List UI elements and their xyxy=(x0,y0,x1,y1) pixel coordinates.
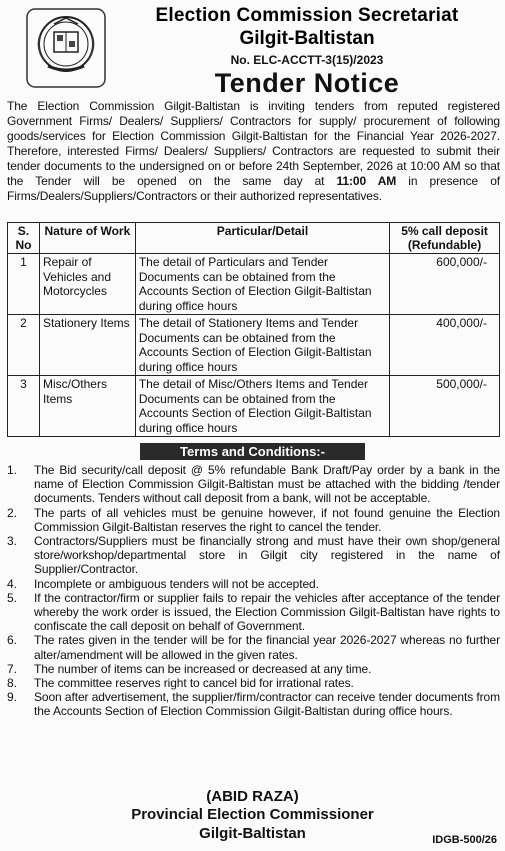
term-text: The committee reserves right to cancel bid for irrational rates. xyxy=(34,676,354,691)
signatory-designation: Provincial Election Commissioner xyxy=(131,806,374,823)
row-sno: 3 xyxy=(8,376,40,437)
row-work: Misc/Others Items xyxy=(39,376,135,437)
notice-title: Tender Notice xyxy=(214,68,400,98)
term-text: Contractors/Suppliers must be financially strong and must have their own shop/general store/workshop/departmental store in Gilgit city registered in the name of Supplier/Contractor. xyxy=(34,534,500,577)
intro-text-after: in presence of Firms/Dealers/Suppliers/Contractors or their authorized representatives. xyxy=(7,174,501,203)
table-header-row xyxy=(8,223,500,254)
term-number: 1. xyxy=(7,463,17,477)
organization-region: Gilgit-Baltistan xyxy=(239,28,375,49)
opening-time: 11:00 AM xyxy=(336,174,397,188)
header-sno: S. No xyxy=(8,223,40,254)
list-item xyxy=(7,591,500,634)
row-sno: 1 xyxy=(8,254,40,315)
header xyxy=(0,0,505,100)
header-nature-of-work: Nature of Work xyxy=(39,223,135,254)
organization-name: Election Commission Secretariat xyxy=(155,5,459,26)
list-item xyxy=(7,676,500,690)
signatory-name: (ABID RAZA) xyxy=(206,788,299,805)
header-call-deposit: 5% call deposit (Refundable) xyxy=(390,223,500,254)
term-number: 5. xyxy=(7,590,17,605)
row-amount: 600,000/- xyxy=(390,254,500,315)
header-particular-detail: Particular/Detail xyxy=(135,223,389,254)
row-sno: 2 xyxy=(8,315,40,376)
term-text: Incomplete or ambiguous tenders will not be accepted. xyxy=(34,576,319,591)
table-row xyxy=(8,315,500,376)
table-row xyxy=(8,254,500,315)
term-number: 7. xyxy=(7,661,17,676)
row-work: Repair of Vehicles and Motorcycles xyxy=(39,254,135,315)
term-text: The parts of all vehicles must be genuine however, if not found genuine the Election Commission Gilgit-Baltistan reserves the right to cancel the tender. xyxy=(34,505,500,534)
list-item xyxy=(7,633,500,661)
list-item xyxy=(7,690,500,718)
term-text: The Bid security/call deposit @ 5% refundable Bank Draft/Pay order by a bank in the name of Election Commission Gilgit-Baltistan must be attached with the bidding /tender documents. Tenders without call deposit from a bank, will not be acceptable. xyxy=(34,463,500,506)
reference-number: No. ELC-ACCTT-3(15)/2023 xyxy=(230,53,384,67)
row-amount: 400,000/- xyxy=(390,315,500,376)
term-number: 2. xyxy=(7,505,17,520)
term-number: 4. xyxy=(7,576,17,591)
list-item xyxy=(7,577,500,591)
row-detail: The detail of Particulars and Tender Documents can be obtained from the Accounts Section of Election Gilgit-Baltistan during office hours xyxy=(135,254,389,315)
tender-items-table xyxy=(7,222,500,437)
intro-paragraph xyxy=(7,99,500,204)
term-number: 8. xyxy=(7,676,17,691)
term-text: The rates given in the tender will be for the financial year 2026-2027 whereas no further alter/amendment will be allowed in the given rates. xyxy=(34,633,500,662)
term-text: The number of items can be increased or decreased at any time. xyxy=(34,661,372,676)
row-detail: The detail of Misc/Others Items and Tender Documents can be obtained from the Accounts Section of Election Gilgit-Baltistan during office hours xyxy=(135,376,389,437)
term-number: 9. xyxy=(7,690,17,705)
list-item xyxy=(7,662,500,676)
row-work: Stationery Items xyxy=(39,315,135,376)
list-item xyxy=(7,463,500,506)
term-text: Soon after advertisement, the supplier/firm/contractor can receive tender documents from the Accounts Section of Election Commission Gilgit-Baltistan during office hours. xyxy=(34,690,500,719)
list-item xyxy=(7,534,500,577)
intro-text-before: The Election Commission Gilgit-Baltistan is inviting tenders from reputed registered Government Firms/ Dealers/ Suppliers/ Contractors for supply/ procurement of following goods/services for Election Commission Gilgit-Baltistan for the Financial Year 2026-2027. Therefore, interested Firms/ Dealers/ Suppliers/ Contractors are requested to submit their tender documents to the undersigned on or before 24th September, 2026 at 10:00 AM so that the Tender will be opened on the same day at xyxy=(7,99,500,188)
election-commission-emblem-icon xyxy=(26,8,106,88)
term-text: If the contractor/firm or supplier fails to repair the vehicles after acceptance of the tender whereby the work order is issued, the Election Commission Gilgit-Baltistan have rights to confiscate the call deposit on behalf of Government. xyxy=(34,590,500,634)
term-number: 6. xyxy=(7,633,17,648)
list-item xyxy=(7,506,500,534)
terms-list xyxy=(7,463,500,719)
terms-heading: Terms and Conditions:- xyxy=(140,443,365,460)
row-amount: 500,000/- xyxy=(390,376,500,437)
advertisement-code: IDGB-500/26 xyxy=(432,834,497,846)
row-detail: The detail of Stationery Items and Tender Documents can be obtained from the Accounts Section of Election Gilgit-Baltistan during office hours xyxy=(135,315,389,376)
table-row xyxy=(8,376,500,437)
signatory-location: Gilgit-Baltistan xyxy=(199,825,306,842)
term-number: 3. xyxy=(7,534,17,549)
